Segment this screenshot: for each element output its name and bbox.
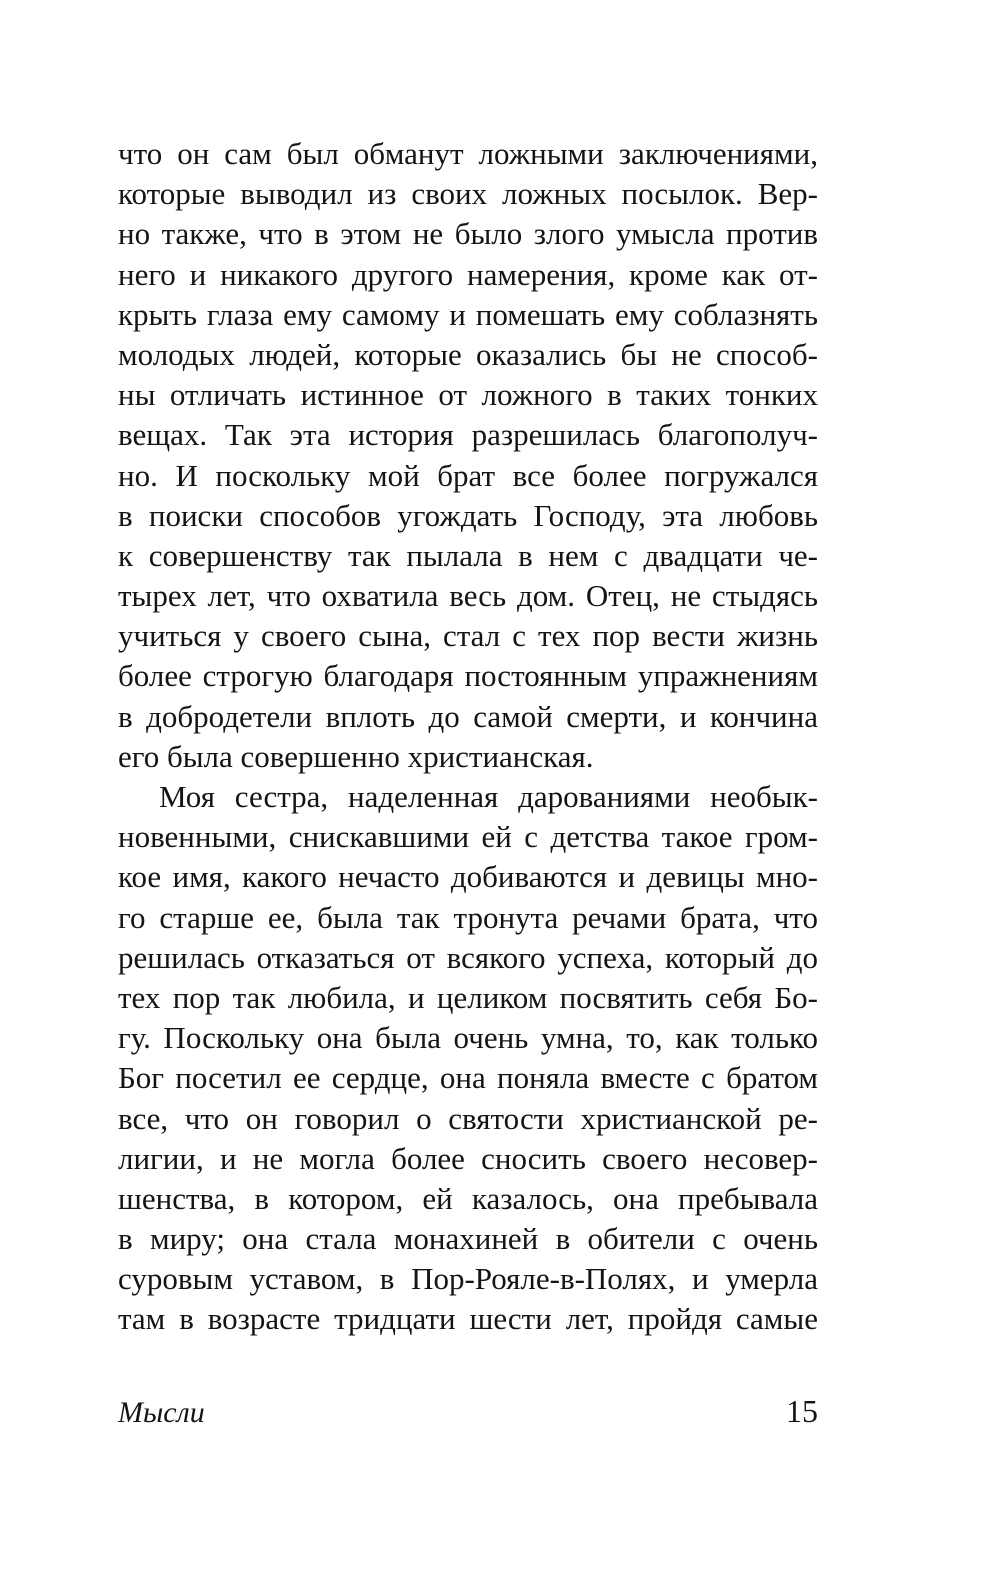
page-number: 15 xyxy=(786,1393,818,1429)
text-line: более строгую благодаря постоянным упражнениям xyxy=(118,658,818,694)
text-line: все, что он говорил о святости христианской ре- xyxy=(118,1100,818,1136)
text-line: там в возрасте тридцати шести лет, пройдя самые xyxy=(118,1301,818,1337)
text-line: него и никакого другого намерения, кроме как от- xyxy=(118,256,818,292)
text-line: лигии, и не могла более сносить своего несовер- xyxy=(118,1140,818,1176)
paragraph-2 xyxy=(118,777,818,1340)
text-line: которые выводил из своих ложных посылок. Вер- xyxy=(118,176,818,212)
text-line: в поиски способов угождать Господу, эта любовь xyxy=(118,497,818,533)
text-line: новенными, снискавшими ей с детства такое гром- xyxy=(118,819,818,855)
text-line: вещах. Так эта история разрешилась благополуч- xyxy=(118,417,818,453)
running-footer-title: Мысли xyxy=(118,1396,205,1429)
text-line: в миру; она стала монахиней в обители с очень xyxy=(118,1221,818,1257)
text-line: Моя сестра, наделенная дарованиями необык- xyxy=(159,779,818,814)
text-line: в добродетели вплоть до самой смерти, и кончина xyxy=(118,698,818,734)
paragraph-1 xyxy=(118,134,818,777)
body-text xyxy=(118,134,818,1340)
text-line: гу. Поскольку она была очень умна, то, как только xyxy=(118,1020,818,1056)
text-line: молодых людей, которые оказались бы не способ- xyxy=(118,336,818,372)
text-line: крыть глаза ему самому и помешать ему соблазнять xyxy=(118,296,818,332)
text-line: суровым уставом, в Пор-Рояле-в-Полях, и умерла xyxy=(118,1261,818,1297)
text-line: ны отличать истинное от ложного в таких тонких xyxy=(118,377,818,413)
text-line: но. И поскольку мой брат все более погружался xyxy=(118,457,818,493)
text-line: кое имя, какого нечасто добиваются и девицы мно- xyxy=(118,859,818,895)
text-line: тырех лет, что охватила весь дом. Отец, не стыдясь xyxy=(118,578,818,614)
text-line: решилась отказаться от всякого успеха, который до xyxy=(118,939,818,975)
text-line: го старше ее, была так тронута речами брата, что xyxy=(118,899,818,935)
text-line: шенства, в котором, ей казалось, она пребывала xyxy=(118,1180,818,1216)
text-line: к совершенству так пылала в нем с двадцати че- xyxy=(118,537,818,573)
text-line: но также, что в этом не было злого умысла против xyxy=(118,216,818,252)
text-line: тех пор так любила, и целиком посвятить себя Бо- xyxy=(118,979,818,1015)
text-line: что он сам был обманут ложными заключениями, xyxy=(118,136,818,171)
text-line: учиться у своего сына, стал с тех пор вести жизнь xyxy=(118,618,818,654)
text-line: Бог посетил ее сердце, она поняла вместе с братом xyxy=(118,1060,818,1096)
text-line: его была совершенно христианская. xyxy=(118,738,594,774)
